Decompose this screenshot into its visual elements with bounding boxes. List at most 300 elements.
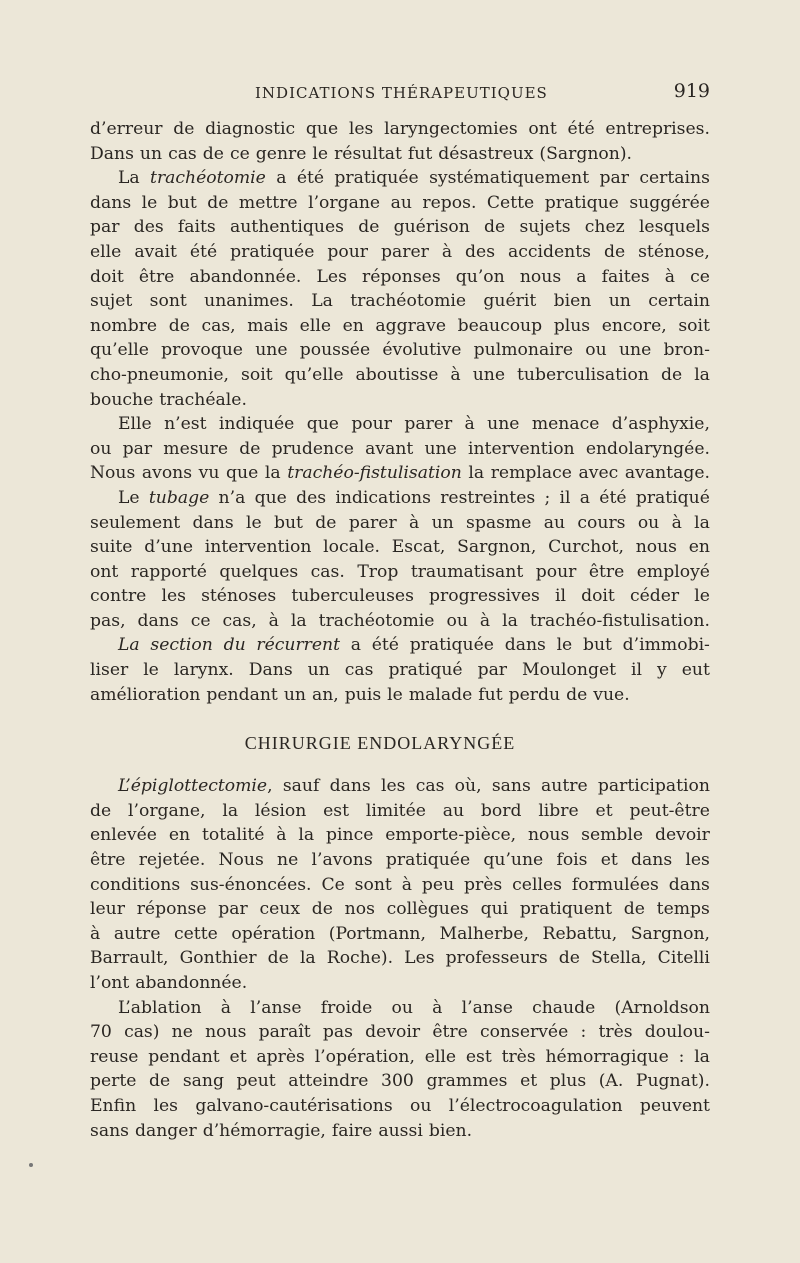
word: elle bbox=[299, 315, 331, 336]
word: temps bbox=[656, 899, 710, 920]
word: enlevée bbox=[90, 825, 157, 846]
word: lesquels bbox=[638, 217, 710, 238]
word: emporte-pièce, bbox=[385, 825, 517, 846]
word: il bbox=[559, 487, 571, 508]
word: prudence bbox=[271, 438, 354, 459]
text-line bbox=[90, 461, 710, 486]
section-title: CHIRURGIE ENDOLARYNGÉE bbox=[244, 733, 516, 754]
word: un bbox=[283, 684, 306, 705]
text-line bbox=[90, 1094, 710, 1119]
word: résultat bbox=[334, 143, 402, 164]
word: Pugnat). bbox=[635, 1071, 710, 1092]
text-line bbox=[90, 774, 710, 799]
word: ce bbox=[190, 610, 211, 631]
text-line bbox=[90, 584, 710, 609]
word: liser bbox=[90, 660, 129, 681]
word: entreprises. bbox=[605, 119, 710, 139]
word: genre bbox=[255, 143, 307, 164]
word: rapporté bbox=[130, 561, 207, 582]
word: fut bbox=[478, 684, 503, 705]
running-title: INDICATIONS THÉRAPEUTIQUES bbox=[255, 84, 548, 102]
word: devoir bbox=[365, 1022, 421, 1043]
word: beaucoup bbox=[457, 315, 543, 336]
text-line bbox=[90, 117, 710, 142]
word: parer bbox=[404, 414, 453, 435]
word: au bbox=[543, 512, 566, 533]
word: une bbox=[255, 340, 288, 361]
word: pratiqué bbox=[388, 660, 463, 681]
text-line bbox=[90, 215, 710, 240]
word: nos bbox=[344, 899, 375, 920]
word: aggrave bbox=[375, 315, 447, 336]
word: ou bbox=[585, 340, 607, 361]
word: pratiquée bbox=[385, 850, 471, 871]
word: ce bbox=[690, 266, 710, 287]
text-line bbox=[90, 437, 710, 462]
word: vu bbox=[198, 463, 220, 484]
word: Moulonget bbox=[522, 660, 617, 681]
word: guérison bbox=[393, 217, 470, 238]
word: an, bbox=[311, 684, 339, 705]
word: ne bbox=[277, 850, 299, 871]
word: trachéotomie bbox=[150, 168, 266, 189]
text-line bbox=[90, 265, 710, 290]
word: a bbox=[579, 487, 591, 508]
word: Nous bbox=[90, 463, 136, 484]
word: le bbox=[387, 684, 403, 705]
word: L’épiglottectomie, bbox=[118, 776, 273, 797]
word: ont bbox=[90, 561, 119, 582]
word: Les bbox=[404, 948, 435, 969]
word: but bbox=[582, 635, 612, 656]
word: dans bbox=[631, 850, 673, 871]
text-line bbox=[90, 560, 710, 585]
word: sont bbox=[149, 291, 187, 312]
word: de bbox=[623, 899, 645, 920]
word: être bbox=[432, 1022, 468, 1043]
word: faire bbox=[331, 1120, 373, 1141]
word: provoque bbox=[161, 340, 243, 361]
word: laryngectomies bbox=[384, 119, 518, 139]
word: à bbox=[464, 414, 475, 435]
word: que bbox=[305, 119, 339, 139]
word: bouche bbox=[90, 389, 154, 410]
word: de bbox=[239, 438, 261, 459]
word: à bbox=[90, 923, 101, 944]
word: par bbox=[599, 168, 629, 189]
word: les bbox=[685, 850, 710, 871]
word: avons bbox=[141, 463, 193, 484]
text-line bbox=[90, 823, 710, 848]
word: conditions bbox=[90, 874, 181, 895]
word: et bbox=[520, 1071, 538, 1092]
word: dans bbox=[668, 874, 710, 895]
word: spasme bbox=[466, 512, 532, 533]
page-number: 919 bbox=[673, 80, 710, 102]
word: un bbox=[307, 660, 330, 681]
word: sang bbox=[182, 1071, 224, 1092]
word: l’opération, bbox=[314, 1046, 415, 1067]
word: où, bbox=[454, 776, 482, 797]
word: plus bbox=[553, 315, 591, 336]
word: faits bbox=[177, 217, 216, 238]
text-line bbox=[90, 314, 710, 339]
word: mais bbox=[247, 315, 289, 336]
word: 300 bbox=[381, 1071, 414, 1092]
word: elle bbox=[90, 241, 122, 262]
word: La bbox=[118, 168, 140, 189]
word: nous bbox=[635, 537, 677, 558]
word: de bbox=[202, 143, 224, 164]
word: désastreux bbox=[438, 143, 534, 164]
word: unanimes. bbox=[204, 291, 294, 312]
word: pulmonaire bbox=[473, 340, 574, 361]
word: sténose, bbox=[638, 241, 710, 262]
word: le bbox=[143, 660, 159, 681]
word: Barrault, bbox=[90, 948, 169, 969]
word: être bbox=[138, 266, 175, 287]
word: cas. bbox=[310, 561, 345, 582]
word: Cette bbox=[486, 192, 535, 213]
word: aboutisse bbox=[355, 364, 439, 385]
word: que bbox=[254, 487, 287, 508]
word: rejetée. bbox=[138, 850, 206, 871]
word: trachéale. bbox=[159, 389, 247, 410]
word: un bbox=[139, 143, 163, 164]
word: intervention bbox=[204, 537, 312, 558]
text-line bbox=[90, 1020, 710, 1045]
word: de bbox=[558, 948, 580, 969]
word: elle bbox=[424, 1046, 457, 1067]
text-line bbox=[90, 363, 710, 388]
word: après bbox=[256, 1046, 305, 1067]
word: sans bbox=[491, 776, 531, 797]
word: céder bbox=[629, 586, 680, 607]
word: autre bbox=[541, 776, 588, 797]
word: ou bbox=[391, 997, 413, 1018]
page-body bbox=[90, 117, 710, 1143]
word: encore, bbox=[601, 315, 667, 336]
word: employé bbox=[636, 561, 710, 582]
word: larynx. bbox=[173, 660, 234, 681]
word: contre bbox=[90, 586, 147, 607]
word: amélioration bbox=[90, 684, 201, 705]
word: (Portmann, bbox=[328, 923, 426, 944]
word: dans bbox=[504, 635, 546, 656]
word: trachéo-fistulisation. bbox=[529, 610, 710, 631]
word: cette bbox=[174, 923, 218, 944]
word: et bbox=[595, 800, 613, 821]
word: cours bbox=[577, 512, 626, 533]
word: qu’elle bbox=[284, 364, 344, 385]
word: de bbox=[315, 512, 337, 533]
word: la bbox=[299, 948, 316, 969]
word: Escat, bbox=[391, 537, 446, 558]
word: Malherbe, bbox=[439, 923, 529, 944]
word: authentiques bbox=[229, 217, 344, 238]
word: à bbox=[268, 610, 279, 631]
word: section bbox=[150, 635, 213, 656]
word: sont bbox=[354, 874, 392, 895]
word: pratiqué bbox=[635, 487, 710, 508]
word: cho-pneumonie, bbox=[90, 364, 230, 385]
text-line bbox=[90, 166, 710, 191]
text-line bbox=[90, 873, 710, 898]
word: très bbox=[501, 1046, 536, 1067]
word: Sargnon, bbox=[630, 923, 710, 944]
word: y bbox=[657, 660, 667, 681]
word: remplace bbox=[490, 463, 572, 484]
word: de bbox=[207, 192, 229, 213]
word: de bbox=[660, 364, 683, 385]
word: dans bbox=[90, 192, 132, 213]
text-line bbox=[90, 946, 710, 971]
word: atteindre bbox=[288, 1071, 369, 1092]
word: perdu bbox=[508, 684, 561, 705]
word: totalité bbox=[201, 825, 265, 846]
word: cas bbox=[168, 143, 197, 164]
text-line bbox=[90, 412, 710, 437]
word: guérit bbox=[483, 291, 537, 312]
word: qu’une bbox=[483, 850, 544, 871]
word: certain bbox=[648, 291, 710, 312]
word: n’a bbox=[218, 487, 246, 508]
word: l’organe, bbox=[128, 800, 206, 821]
word: est bbox=[323, 800, 350, 821]
text-line bbox=[90, 633, 710, 658]
word: doit bbox=[90, 266, 124, 287]
word: d’asphyxie, bbox=[611, 414, 710, 435]
word: été bbox=[296, 168, 325, 189]
word: pour bbox=[351, 414, 392, 435]
page-header bbox=[255, 82, 710, 104]
word: être bbox=[90, 850, 126, 871]
text-line bbox=[90, 191, 710, 216]
word: trachéo-fistulisation bbox=[287, 463, 462, 484]
word: intervention bbox=[467, 438, 575, 459]
word: à bbox=[220, 997, 232, 1018]
word: des bbox=[465, 241, 496, 262]
word: le bbox=[312, 143, 329, 164]
word: avantage. bbox=[624, 463, 710, 484]
word: été bbox=[599, 487, 627, 508]
word: que bbox=[226, 463, 259, 484]
word: peuvent bbox=[639, 1095, 710, 1116]
word: trachéotomie bbox=[318, 610, 435, 631]
word: La bbox=[118, 635, 140, 656]
word: parer bbox=[380, 241, 429, 262]
word: Nous bbox=[218, 850, 264, 871]
word: seulement bbox=[90, 512, 181, 533]
word: de bbox=[311, 899, 333, 920]
word: lésion bbox=[254, 800, 307, 821]
word: réponse bbox=[136, 899, 207, 920]
word: que bbox=[306, 414, 339, 435]
word: poussée bbox=[299, 340, 371, 361]
text-line bbox=[90, 658, 710, 683]
word: chaude bbox=[532, 997, 596, 1018]
word: paraît bbox=[258, 1022, 311, 1043]
word: pas, bbox=[90, 610, 126, 631]
word: peut bbox=[236, 1071, 276, 1092]
word: libre bbox=[538, 800, 579, 821]
word: Citelli bbox=[657, 948, 710, 969]
word: Le bbox=[118, 487, 140, 508]
word: abandonnée. bbox=[135, 973, 248, 993]
word: (Sargnon). bbox=[539, 143, 632, 164]
text-line bbox=[90, 996, 710, 1021]
word: progressives bbox=[429, 586, 540, 607]
word: plus bbox=[549, 1071, 587, 1092]
word: ont bbox=[528, 119, 557, 139]
word: pendant bbox=[148, 1046, 220, 1067]
word: sans bbox=[90, 1120, 129, 1141]
word: reuse bbox=[90, 1046, 139, 1067]
text-line bbox=[90, 848, 710, 873]
word: participation bbox=[597, 776, 710, 797]
word: danger bbox=[134, 1120, 197, 1141]
word: bien. bbox=[428, 1120, 473, 1141]
word: par bbox=[218, 899, 248, 920]
word: dans bbox=[137, 610, 179, 631]
word: sténoses bbox=[201, 586, 277, 607]
word: nombre bbox=[90, 315, 158, 336]
word: en bbox=[688, 537, 710, 558]
word: nous bbox=[519, 266, 562, 287]
word: peu bbox=[421, 874, 455, 895]
word: froide bbox=[320, 997, 373, 1018]
word: des bbox=[296, 487, 327, 508]
text-line bbox=[90, 1045, 710, 1070]
word: le bbox=[141, 192, 158, 213]
word: perte bbox=[90, 1071, 137, 1092]
word: un bbox=[431, 512, 454, 533]
word: à bbox=[479, 610, 491, 631]
word: diagnostic bbox=[205, 119, 296, 139]
word: a bbox=[576, 266, 587, 287]
word: très bbox=[598, 1022, 633, 1043]
word: Enfin bbox=[90, 1095, 137, 1116]
word: une bbox=[424, 438, 457, 459]
word: ; bbox=[544, 487, 551, 508]
word: qu’on bbox=[455, 266, 505, 287]
word: fois bbox=[556, 850, 588, 871]
word: galvano-cautérisations bbox=[195, 1095, 393, 1116]
word: à bbox=[432, 997, 443, 1018]
word: à bbox=[664, 266, 676, 287]
word: n’est bbox=[164, 414, 207, 435]
word: pratiquée bbox=[230, 241, 315, 262]
word: formulées bbox=[571, 874, 659, 895]
word: et bbox=[229, 1046, 247, 1067]
word: Dans bbox=[248, 660, 293, 681]
word: l’ont bbox=[90, 973, 130, 993]
word: doulou- bbox=[644, 1022, 710, 1043]
word: conservée bbox=[479, 1022, 569, 1043]
text-line bbox=[90, 388, 710, 413]
word: ou bbox=[90, 438, 112, 459]
word: grammes bbox=[426, 1071, 508, 1092]
word: d’une bbox=[144, 537, 193, 558]
text-line bbox=[90, 1069, 710, 1094]
word: pince bbox=[326, 825, 374, 846]
word: systématiquement bbox=[429, 168, 590, 189]
word: la bbox=[298, 825, 315, 846]
word: leur bbox=[90, 899, 125, 920]
word: bord bbox=[480, 800, 522, 821]
word: locale. bbox=[323, 537, 380, 558]
word: Elle bbox=[118, 414, 152, 435]
word: sauf bbox=[282, 776, 320, 797]
word: accidents bbox=[508, 241, 591, 262]
word: pour bbox=[327, 241, 369, 262]
paper-speck bbox=[29, 1163, 33, 1167]
word: bron- bbox=[663, 340, 710, 361]
word: autre bbox=[113, 923, 161, 944]
word: le bbox=[556, 635, 573, 656]
word: l’organe bbox=[308, 192, 381, 213]
word: certains bbox=[639, 168, 710, 189]
word: le bbox=[694, 586, 710, 607]
text-line bbox=[90, 511, 710, 536]
word: l’anse bbox=[461, 997, 513, 1018]
word: la bbox=[222, 800, 239, 821]
text-line bbox=[90, 683, 710, 708]
word: le bbox=[245, 512, 262, 533]
word: suite bbox=[90, 537, 133, 558]
word: avec bbox=[578, 463, 619, 484]
word: chez bbox=[584, 217, 625, 238]
word: puis bbox=[344, 684, 382, 705]
word: d’immobi- bbox=[622, 635, 710, 656]
word: sus-énoncées. bbox=[190, 874, 312, 895]
word: nous bbox=[205, 1022, 247, 1043]
text-line bbox=[90, 289, 710, 314]
word: été bbox=[567, 119, 595, 139]
word: de bbox=[267, 948, 289, 969]
word: Stella, bbox=[591, 948, 647, 969]
word: aussi bbox=[378, 1120, 423, 1141]
word: par bbox=[90, 217, 120, 238]
word: qu’elle bbox=[90, 340, 149, 361]
word: Trop bbox=[357, 561, 399, 582]
word: ceux bbox=[259, 899, 301, 920]
word: évolutive bbox=[382, 340, 462, 361]
word: limitée bbox=[365, 800, 426, 821]
word: celles bbox=[512, 874, 562, 895]
word: tubage bbox=[148, 487, 210, 508]
word: de bbox=[90, 800, 112, 821]
word: ce bbox=[229, 143, 250, 164]
word: un bbox=[608, 291, 631, 312]
word: au bbox=[390, 192, 412, 213]
word: indications bbox=[335, 487, 431, 508]
word: la bbox=[468, 463, 485, 484]
word: ou bbox=[410, 1095, 432, 1116]
word: (Arnoldson bbox=[614, 997, 710, 1018]
word: ou bbox=[446, 610, 468, 631]
word: du bbox=[223, 635, 246, 656]
word: : bbox=[678, 1046, 685, 1067]
word: traumatisant bbox=[410, 561, 524, 582]
word: au bbox=[442, 800, 465, 821]
word: et bbox=[600, 850, 618, 871]
word: une bbox=[618, 340, 652, 361]
word: fut bbox=[407, 143, 433, 164]
word: soit bbox=[241, 364, 273, 385]
word: de bbox=[484, 217, 506, 238]
word: à bbox=[441, 241, 453, 262]
